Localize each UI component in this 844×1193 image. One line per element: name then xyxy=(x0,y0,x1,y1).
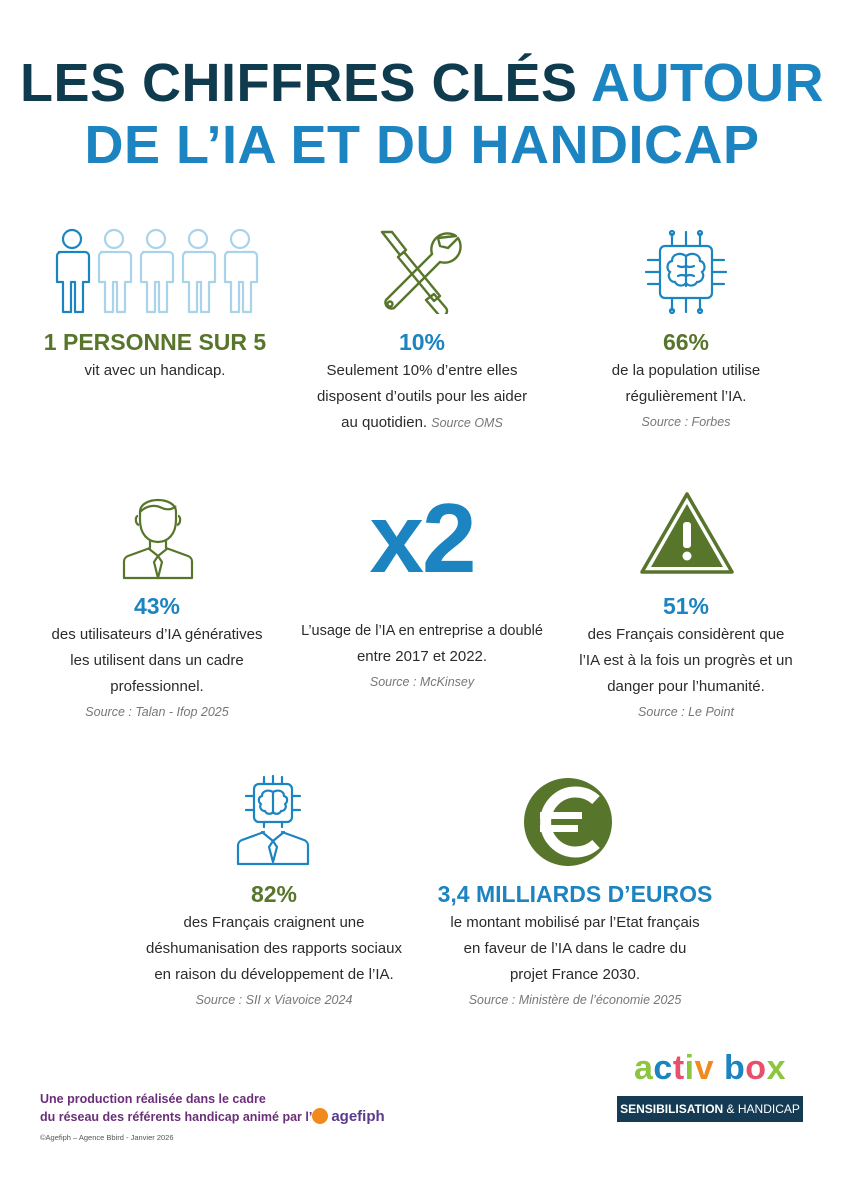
stat-text: en faveur de l’IA dans le cadre du xyxy=(463,940,687,957)
footer-production xyxy=(40,1090,385,1126)
stat-8 xyxy=(420,880,730,1010)
stat-value: 82% xyxy=(250,881,298,907)
ai-brain-chip-icon xyxy=(640,228,732,316)
stat-text: les utilisent dans un cadre xyxy=(70,652,244,669)
agefiph-logo-icon xyxy=(312,1108,328,1124)
stat-text: vit avec un handicap. xyxy=(84,362,226,379)
stat-text: projet France 2030. xyxy=(509,966,641,983)
stat-1 xyxy=(20,328,290,384)
people-icon xyxy=(50,228,262,316)
title-blue-part: AUTOUR xyxy=(591,53,825,113)
stat-source: Source : Le Point xyxy=(638,705,734,719)
warning-icon xyxy=(638,490,736,578)
stat-6 xyxy=(556,592,816,722)
stat-source: Source : Forbes xyxy=(641,415,731,429)
stat-4 xyxy=(20,592,294,722)
stat-value: 1 PERSONNE SUR 5 xyxy=(43,329,267,355)
stat-5 xyxy=(282,483,562,692)
stat-value: 43% xyxy=(133,593,181,619)
footer-line1: Une production réalisée dans le cadre xyxy=(40,1092,266,1106)
stat-text: régulièrement l’IA. xyxy=(625,388,747,405)
stat-3 xyxy=(556,328,816,432)
ai-head-person-icon xyxy=(232,774,314,868)
stat-source: Source : Ministère de l’économie 2025 xyxy=(468,993,682,1007)
stat-source: Source : SII x Viavoice 2024 xyxy=(195,993,353,1007)
activ-box-wordmark: activ box xyxy=(634,1049,786,1087)
activ-box-logo xyxy=(617,1048,803,1122)
stat-text: des Français considèrent que xyxy=(587,626,785,643)
stat-text: déshumanisation des rapports sociaux xyxy=(146,940,402,957)
activ-box-tagline: SENSIBILISATION & HANDICAP xyxy=(617,1096,803,1122)
stat-value: 66% xyxy=(662,329,710,355)
stat-7 xyxy=(126,880,422,1010)
page-title xyxy=(0,52,844,176)
stat-text: entre 2017 et 2022. xyxy=(356,648,488,665)
stat-text: Seulement 10% d’entre elles xyxy=(326,362,518,379)
stat-value: 3,4 MILLIARDS D’EUROS xyxy=(437,881,713,907)
footer-line2: du réseau des référents handicap animé par l’ xyxy=(40,1110,313,1124)
title-dark-part: LES CHIFFRES CLÉS xyxy=(19,53,578,113)
title-line2: DE L’IA ET DU HANDICAP xyxy=(84,115,760,175)
stat-text: des Français craignent une xyxy=(183,914,365,931)
stat-text: de la population utilise xyxy=(611,362,761,379)
stat-text: professionnel. xyxy=(110,678,204,695)
stat-text: le montant mobilisé par l’Etat français xyxy=(450,914,700,931)
stat-text: L’usage de l’IA en entreprise a doublé xyxy=(301,623,543,639)
stat-2 xyxy=(282,328,562,436)
stat-source: Source OMS xyxy=(431,416,503,430)
stat-text: des utilisateurs d’IA génératives xyxy=(51,626,263,643)
stat-text: l’IA est à la fois un progrès et un xyxy=(579,652,793,669)
stat-source: Source : Talan - Ifop 2025 xyxy=(85,705,229,719)
stat-text: au quotidien. xyxy=(341,414,428,431)
agefiph-logo: agefiph xyxy=(331,1108,385,1125)
stat-value: x2 xyxy=(369,483,475,593)
stat-text: disposent d’outils pour les aider xyxy=(316,388,528,405)
stat-value: 51% xyxy=(662,593,710,619)
stat-source: Source : McKinsey xyxy=(369,675,475,689)
stat-value: 10% xyxy=(398,329,446,355)
euro-icon xyxy=(522,776,618,868)
stat-text: en raison du développement de l’IA. xyxy=(154,966,394,983)
stat-text: danger pour l’humanité. xyxy=(607,678,765,695)
professional-person-icon xyxy=(120,490,196,580)
tools-icon xyxy=(376,228,466,314)
copyright: ©Agefiph – Agence Bbird - Janvier 2026 xyxy=(40,1133,174,1142)
